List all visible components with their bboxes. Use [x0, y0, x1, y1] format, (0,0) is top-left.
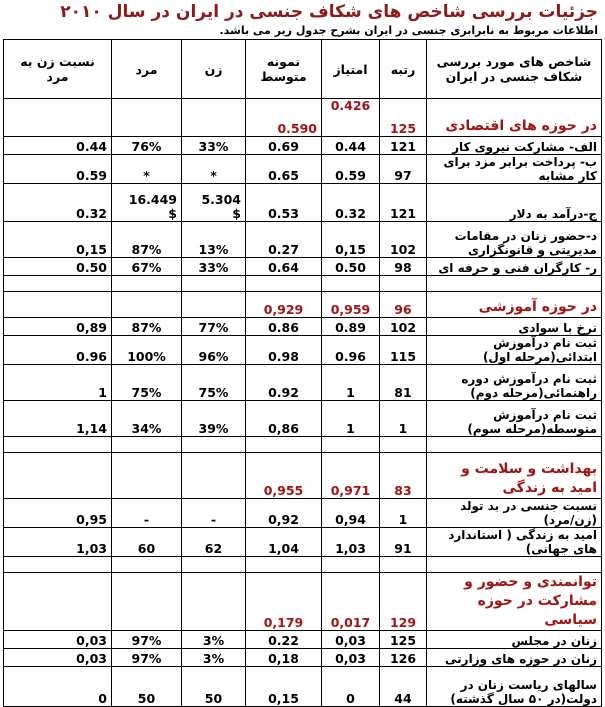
row-label: امید به زندگی ( استاندارد های جهانی) [427, 528, 602, 557]
row-women: 13% [182, 222, 246, 258]
row-women: 5.304 [201, 192, 241, 207]
row-score: 0.59 [322, 155, 380, 184]
table-row [4, 649, 602, 667]
row-avg: 0.22 [246, 631, 322, 649]
row-rank: 126 [380, 649, 427, 667]
section-row-economic [4, 99, 602, 137]
empty-cell [112, 99, 182, 137]
row-label: الف- مشارکت نیروی کار [427, 137, 602, 155]
empty-cell [4, 453, 112, 499]
empty-cell [4, 573, 112, 631]
table-row [4, 631, 602, 649]
row-rank: 1 [380, 499, 427, 528]
row-avg: 0,86 [246, 401, 322, 437]
row-label: ثبت نام درآموزش ابتدائی(مرحله اول) [427, 336, 602, 365]
row-rank: 44 [380, 667, 427, 707]
table-header-row [4, 40, 602, 99]
row-ratio: 0,03 [4, 631, 112, 649]
spacer-row [4, 557, 602, 573]
row-score: 0 [322, 667, 380, 707]
row-ratio: 0.32 [4, 184, 112, 222]
row-ratio: 0 [4, 667, 112, 707]
row-rank: 1 [380, 401, 427, 437]
gender-gap-table [3, 39, 602, 707]
row-women: 77% [182, 318, 246, 336]
row-label: ب- پرداخت برابر مزد برای کار مشابه [427, 155, 602, 184]
row-score: 0,15 [322, 222, 380, 258]
table-row [4, 401, 602, 437]
row-avg: 0.64 [246, 258, 322, 276]
table-row [4, 528, 602, 557]
row-avg: 0,15 [246, 667, 322, 707]
empty-cell [4, 99, 112, 137]
row-ratio: 1,03 [4, 528, 112, 557]
row-label: سالهای ریاست زنان در دولت(در ۵۰ سال گذشته) [427, 667, 602, 707]
table-row [4, 318, 602, 336]
section-avg: 0,179 [246, 573, 322, 631]
row-men: 76% [112, 137, 182, 155]
empty-cell [4, 292, 112, 318]
table-row [4, 184, 602, 222]
row-rank: 125 [380, 631, 427, 649]
header-men: مرد [112, 40, 182, 99]
empty-cell [112, 453, 182, 499]
section-rank: 96 [380, 292, 427, 318]
header-ratio: نسبت زن به مرد [4, 40, 112, 99]
section-avg: 0.590 [246, 99, 322, 137]
empty-cell [182, 573, 246, 631]
section-rank: 129 [380, 573, 427, 631]
row-rank: 97 [380, 155, 427, 184]
row-women: 75% [182, 365, 246, 401]
row-avg: 0,92 [246, 499, 322, 528]
empty-cell [182, 453, 246, 499]
row-label: ج-درآمد به دلار [427, 184, 602, 222]
row-score: 0.96 [322, 336, 380, 365]
section-title: در حوزه های اقتصادی [427, 99, 602, 137]
section-title: در حوزه آموزشی [427, 292, 602, 318]
header-indicator: شاخص های مورد بررسی شکاف جنسی در ایران [427, 40, 602, 99]
row-avg: 1,04 [246, 528, 322, 557]
table-row [4, 137, 602, 155]
row-ratio: 0.96 [4, 336, 112, 365]
section-rank: 125 [380, 99, 427, 137]
row-women: - [182, 499, 246, 528]
row-men: 16.449 [128, 192, 177, 207]
row-women: 33% [182, 137, 246, 155]
header-women: زن [182, 40, 246, 99]
row-score: 1,03 [322, 528, 380, 557]
section-score: 0,971 [322, 453, 380, 499]
row-women: 33% [182, 258, 246, 276]
row-men: 34% [112, 401, 182, 437]
row-men: * [112, 155, 182, 184]
row-score: 0.44 [322, 137, 380, 155]
row-women: 62 [182, 528, 246, 557]
row-avg: 0.27 [246, 222, 322, 258]
row-ratio: 0.59 [4, 155, 112, 184]
row-rank: 98 [380, 258, 427, 276]
section-score: 0,959 [322, 292, 380, 318]
row-men: 60 [112, 528, 182, 557]
section-score: 0.426 [330, 98, 371, 113]
empty-cell [112, 573, 182, 631]
row-men: 67% [112, 258, 182, 276]
page-title: جزئیات بررسی شاخص های شکاف جنسی در ایران در سال ۲۰۱۰ [60, 2, 598, 22]
row-men: 87% [112, 222, 182, 258]
row-label: نرخ با سوادی [427, 318, 602, 336]
section-score-cell [322, 99, 380, 137]
row-avg: 0.92 [246, 365, 322, 401]
row-score: 0,03 [322, 649, 380, 667]
section-row-health [4, 453, 602, 499]
row-men: 75% [112, 365, 182, 401]
table-row [4, 336, 602, 365]
header-score: امتیاز [322, 40, 380, 99]
table-row [4, 155, 602, 184]
row-rank: 91 [380, 528, 427, 557]
row-label: زنان در مجلس [427, 631, 602, 649]
row-rank: 81 [380, 365, 427, 401]
table-row [4, 667, 602, 707]
section-avg: 0,955 [246, 453, 322, 499]
row-score: 0.50 [322, 258, 380, 276]
row-ratio: 0,03 [4, 649, 112, 667]
section-row-education [4, 292, 602, 318]
header-sample-avg: نمونه متوسط [246, 40, 322, 99]
row-avg: 0.65 [246, 155, 322, 184]
empty-cell [182, 99, 246, 137]
row-men: 87% [112, 318, 182, 336]
row-score: 1 [322, 365, 380, 401]
row-men: 50 [112, 667, 182, 707]
spacer-row [4, 437, 602, 453]
page-subtitle: اطلاعات مربوط به نابرابری جنسی در ایران بشرح جدول زیر می باشد. [219, 24, 598, 37]
row-men: 100% [112, 336, 182, 365]
row-ratio: 1 [4, 365, 112, 401]
spacer-row [4, 276, 602, 292]
row-rank: 102 [380, 318, 427, 336]
row-label: ثبت نام درآموزش دوره راهنمائی(مرحله دوم) [427, 365, 602, 401]
row-ratio: 0.50 [4, 258, 112, 276]
section-rank: 83 [380, 453, 427, 499]
row-women: * [182, 155, 246, 184]
row-ratio: 1,14 [4, 401, 112, 437]
section-score: 0,017 [322, 573, 380, 631]
empty-cell [112, 292, 182, 318]
row-men: 97% [112, 649, 182, 667]
row-avg: 0.69 [246, 137, 322, 155]
table-row [4, 365, 602, 401]
table-row [4, 222, 602, 258]
currency-unit: $ [168, 206, 177, 221]
row-avg: 0.86 [246, 318, 322, 336]
row-ratio: 0,15 [4, 222, 112, 258]
row-avg: 0.53 [246, 184, 322, 222]
row-score: 0,03 [322, 631, 380, 649]
row-women-cell [182, 184, 246, 222]
row-label: ثبت نام درآموزش متوسطه(مرحله سوم) [427, 401, 602, 437]
row-men-cell [112, 184, 182, 222]
row-label: زنان در حوزه های وزارتی [427, 649, 602, 667]
row-score: 0,94 [322, 499, 380, 528]
section-title: توانمندی و حضور و مشارکت در حوزه سیاسی [427, 573, 602, 631]
row-women: 39% [182, 401, 246, 437]
section-title: بهداشت و سلامت و امید به زندگی [427, 453, 602, 499]
section-avg: 0,929 [246, 292, 322, 318]
row-score: 0.32 [322, 184, 380, 222]
currency-unit: $ [232, 206, 241, 221]
row-score: 1 [322, 401, 380, 437]
row-label: د-حضور زنان در مقامات مدیریتی و قانونگزاری [427, 222, 602, 258]
row-men: - [112, 499, 182, 528]
row-rank: 121 [380, 137, 427, 155]
row-ratio: 0,89 [4, 318, 112, 336]
row-avg: 0,18 [246, 649, 322, 667]
row-rank: 102 [380, 222, 427, 258]
empty-cell [182, 292, 246, 318]
row-label: ر- کارگران فنی و حرفه ای [427, 258, 602, 276]
row-score: 0.89 [322, 318, 380, 336]
row-label: نسبت جنسی در بد تولد (زن/مرد) [427, 499, 602, 528]
row-avg: 0.98 [246, 336, 322, 365]
header-rank: رتبه [380, 40, 427, 99]
table-row [4, 258, 602, 276]
row-women: 50 [182, 667, 246, 707]
section-row-political [4, 573, 602, 631]
row-ratio: 0.44 [4, 137, 112, 155]
row-rank: 115 [380, 336, 427, 365]
row-rank: 121 [380, 184, 427, 222]
row-women: 96% [182, 336, 246, 365]
row-men: 97% [112, 631, 182, 649]
row-women: 3% [182, 649, 246, 667]
row-women: 3% [182, 631, 246, 649]
table-row [4, 499, 602, 528]
row-ratio: 0,95 [4, 499, 112, 528]
